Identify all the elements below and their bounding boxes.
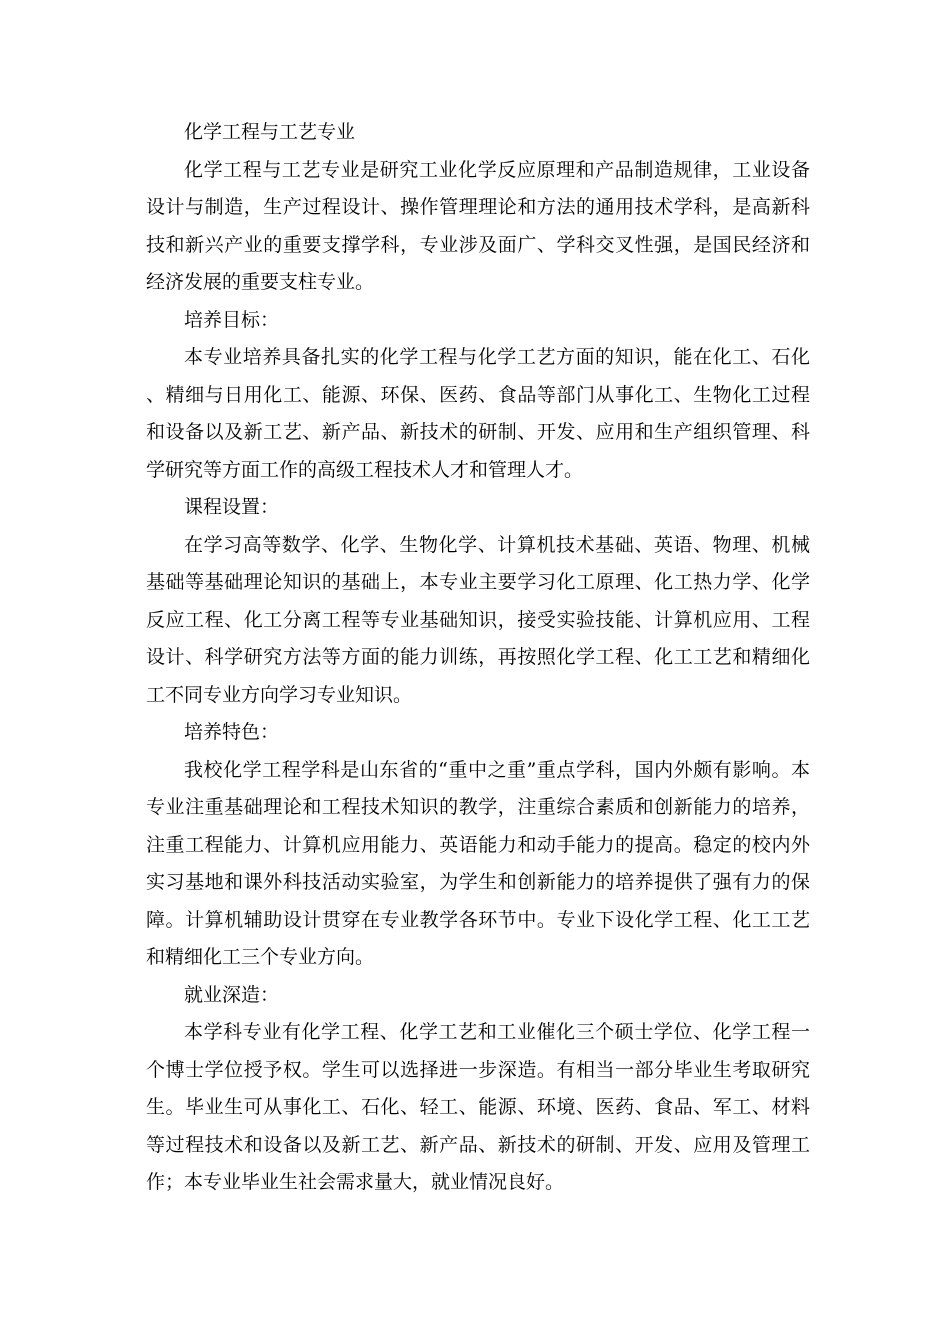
document-title: 化学工程与工艺专业 [184,121,356,143]
section-body-curriculum: 在学习高等数学、化学、生物化学、计算机技术基础、英语、物理、机械基础等基础理论知识的基础上，本专业主要学习化工原理、化工热力学、化学反应工程、化工分离工程等专业基础知识，接受实验技能、计算机应用、工程设计、科学研究方法等方面的能力训练，再按照化学工程、化工工艺和精细化工不同专业方向学习专业知识。 [146,533,810,706]
section-body-features: 我校化学工程学科是山东省的“重中之重”重点学科，国内外颇有影响。本专业注重基础理论和工程技术知识的教学，注重综合素质和创新能力的培养，注重工程能力、计算机应用能力、英语能力和动手能力的提高。稳定的校内外实习基地和课外科技活动实验室，为学生和创新能力的培养提供了强有力的保障。计算机辅助设计贯穿在专业教学各环节中。专业下设化学工程、化工工艺和精细化工三个专业方向。 [146,758,810,968]
section-heading-employment: 就业深造： [184,983,280,1006]
section-heading-curriculum: 课程设置： [184,496,280,518]
section-body-employment: 本学科专业有化学工程、化学工艺和工业催化三个硕士学位、化学工程一个博士学位授予权。学生可以选择进一步深造。有相当一部分毕业生考取研究生。毕业生可从事化工、石化、轻工、能源、环境、医药、食品、军工、材料等过程技术和设备以及新工艺、新产品、新技术的研制、开发、应用及管理工作；本专业毕业生社会需求量大，就业情况良好。 [146,1021,810,1193]
section-heading-features: 培养特色： [184,721,280,743]
section-body-training-goals: 本专业培养具备扎实的化学工程与化学工艺方面的知识，能在化工、石化、精细与日用化工、能源、环保、医药、食品等部门从事化工、生物化工过程和设备以及新工艺、新产品、新技术的研制、开发、应用和生产组织管理、科学研究等方面工作的高级工程技术人才和管理人才。 [146,346,810,481]
intro-paragraph: 化学工程与工艺专业是研究工业化学反应原理和产品制造规律，工业设备设计与制造，生产过程设计、操作管理理论和方法的通用技术学科，是高新科技和新兴产业的重要支撑学科，专业涉及面广、学科交叉性强，是国民经济和经济发展的重要支柱专业。 [146,158,810,293]
document-page [146,114,810,1202]
section-heading-training-goals: 培养目标： [184,308,280,331]
